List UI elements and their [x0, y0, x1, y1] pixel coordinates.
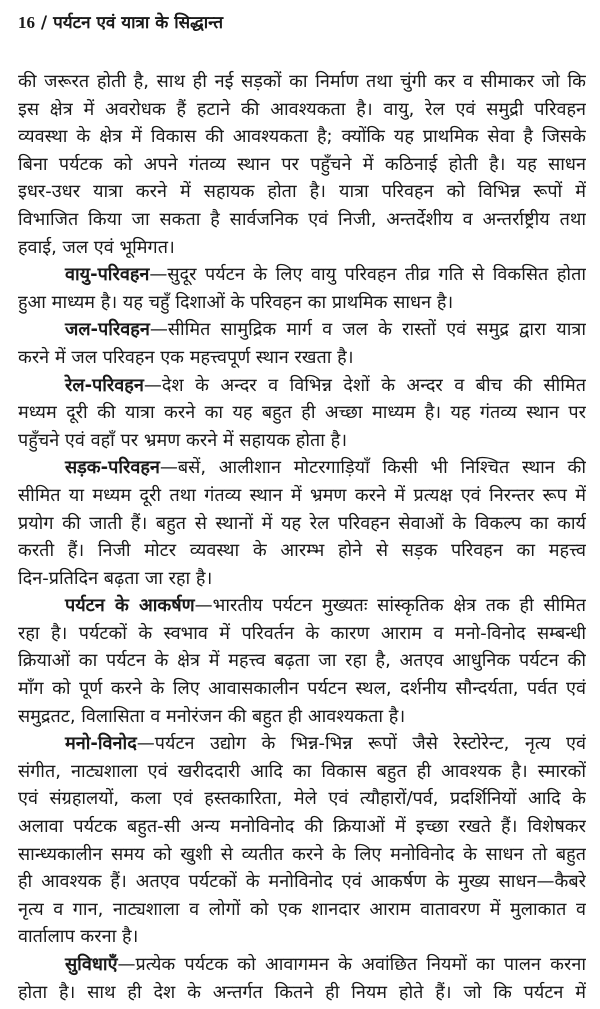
line-text: व्यवस्था के क्षेत्र में विकास की आवश्यकता है; क्योंकि यह प्राथमिक सेवा है जिसके [18, 126, 586, 148]
line-text: नृत्य व गान, नाट्यशाला व लोगों को एक शानदार आराम वातावरण में मुलाकात व [18, 898, 586, 920]
text-line [18, 620, 586, 648]
line-text: होता है। साथ ही देश के अन्तर्गत कितने ही नियम होते हैं। जो कि पर्यटन में [18, 981, 586, 1003]
line-text: मध्यम दूरी की यात्रा करने का यह बहुत ही अच्छा माध्यम है। यह गंतव्य स्थान पर [18, 402, 586, 424]
line-text: सीमित या मध्यम दूरी तथा गंतव्य स्थान में भ्रमण करने में प्रत्यक्ष एवं निरन्तर रूप में [18, 484, 586, 506]
section-heading: रेल-परिवहन [65, 374, 144, 396]
text-line [18, 647, 586, 675]
line-text: करने में जल परिवहन एक महत्त्वपूर्ण स्थान रखता है। [18, 346, 354, 368]
line-text: —देश के अन्दर व विभिन्न देशों के अन्दर व बीच की सीमित [143, 374, 586, 396]
line-text: एवं संग्रहालयों, कला एवं हस्तकारिता, मेले एवं त्यौहारों/पर्व, प्रदर्शिनियों आदि के [18, 788, 586, 810]
line-text: वार्तालाप करना है। [18, 926, 139, 948]
text-line [18, 868, 586, 896]
page-number: 16 [18, 13, 35, 32]
text-line [18, 675, 586, 703]
line-text: —बसें, आलीशान मोटरगाड़ियाँ किसी भी निश्चित स्थान की [159, 457, 586, 479]
line-text: —सुदूर पर्यटन के लिए वायु परिवहन तीव्र गति से विकसित होता [149, 264, 586, 286]
line-text: ही आवश्यक हैं। अतएव पर्यटकों के मनोविनोद एवं आकर्षण के मुख्य साधन—कैबरे [18, 871, 586, 893]
text-line [18, 344, 586, 372]
text-line [18, 372, 586, 400]
line-text: —प्रत्येक पर्यटक को आवागमन के अवांछित नियमों का पालन करना [117, 954, 586, 975]
text-line [18, 151, 586, 179]
text-line [18, 592, 586, 620]
text-line [18, 758, 586, 786]
section-heading: मनो-विनोद [65, 733, 137, 755]
line-text: की जरूरत होती है, साथ ही नई सड़कों का निर्माण तथा चुंगी कर व सीमाकर जो कि [18, 71, 586, 92]
line-text: प्रयोग की जाती हैं। बहुत से स्थानों में यह रेल परिवहन सेवाओं के विकल्प का कार्य [18, 512, 586, 534]
section-heading: पर्यटन के आकर्षण [65, 595, 195, 617]
text-line [18, 565, 586, 593]
text-line [18, 923, 586, 951]
line-text: करती हैं। निजी मोटर व्यवस्था के आरम्भ होने से सड़क परिवहन का महत्त्व [18, 540, 586, 562]
line-text: समुद्रतट, विलासिता व मनोरंजन की बहुत ही आवश्यकता है। [18, 705, 406, 727]
book-title: पर्यटन एवं यात्रा के सिद्धान्त [53, 13, 224, 33]
text-line [18, 68, 586, 96]
line-text: इस क्षेत्र में अवरोधक हैं हटाने की आवश्यकता है। वायु, रेल एवं समुद्री परिवहन [18, 98, 586, 120]
section-heading: वायु-परिवहन [65, 264, 150, 286]
text-line [18, 482, 586, 510]
line-text: अलावा पर्यटक बहुत-सी अन्य मनोविनोद की क्रियाओं में इच्छा रखते हैं। विशेषकर [18, 816, 586, 838]
line-text: हुआ माध्यम है। यह चहुँ दिशाओं के परिवहन का प्राथमिक साधन है। [18, 291, 454, 313]
text-line [18, 399, 586, 427]
text-line [18, 896, 586, 924]
line-text: इधर-उधर यात्रा करने में सहायक होता है। यात्रा परिवहन को विभिन्न रूपों में [18, 181, 586, 203]
text-line [18, 510, 586, 538]
text-line [18, 261, 586, 289]
section-heading: जल-परिवहन [65, 319, 150, 341]
text-line [18, 703, 586, 731]
text-line [18, 427, 586, 455]
text-line [18, 730, 586, 758]
text-line [18, 96, 586, 124]
text-line [18, 454, 586, 482]
text-line [18, 813, 586, 841]
text-line [18, 979, 586, 1007]
line-text: बिना पर्यटक को अपने गंतव्य स्थान पर पहुँचने में कठिनाई होती है। यह साधन [18, 153, 586, 175]
text-line [18, 785, 586, 813]
line-text: —भारतीय पर्यटन मुख्यतः सांस्कृतिक क्षेत्र तक ही सीमित [194, 595, 586, 617]
line-text: रहा है। पर्यटकों के स्वभाव में परिवर्तन के कारण आराम व मनो-विनोद सम्बन्धी [18, 622, 586, 644]
line-text: क्रियाओं का पर्यटन के क्षेत्र में महत्त्व बढ़ता जा रहा है, अतएव आधुनिक पर्यटन की [18, 650, 586, 672]
text-line [18, 316, 586, 344]
section-heading: सड़क-परिवहन [65, 457, 160, 479]
line-text: संगीत, नाट्यशाला एवं खरीददारी आदि का विकास बहुत ही आवश्यक है। स्मारकों [18, 760, 586, 782]
section-heading: सुविधाएँ [65, 954, 118, 975]
page-body-text [18, 68, 586, 1006]
text-line [18, 234, 586, 262]
line-text: माँग को पूर्ण करने के लिए आवासकालीन पर्यटन स्थल, दर्शनीय सौन्दर्यता, पर्वत एवं [18, 678, 586, 700]
text-line [18, 951, 586, 979]
text-line [18, 537, 586, 565]
header-separator: / [40, 13, 48, 33]
text-line [18, 206, 586, 234]
line-text: सान्ध्यकालीन समय को खुशी से व्यतीत करने के लिए मनोविनोद के साधन तो बहुत [18, 843, 586, 865]
running-header [18, 10, 223, 33]
line-text: विभाजित किया जा सकता है सार्वजनिक एवं निजी, अन्तर्देशीय व अन्तर्राष्ट्रीय तथा [18, 208, 586, 230]
text-line [18, 123, 586, 151]
line-text: पहुँचने एवं वहाँ पर भ्रमण करने में सहायक होता है। [18, 429, 348, 451]
line-text: —पर्यटन उद्योग के भिन्न-भिन्न रूपों जैसे रेस्टोरेन्ट, नृत्य एवं [136, 733, 586, 755]
line-text: हवाई, जल एवं भूमिगत। [18, 236, 175, 258]
text-line [18, 178, 586, 206]
text-line [18, 841, 586, 869]
text-line [18, 289, 586, 317]
line-text: —सीमित सामुद्रिक मार्ग व जल के रास्तों एवं समुद्र द्वारा यात्रा [149, 319, 586, 341]
line-text: दिन-प्रतिदिन बढ़ता जा रहा है। [18, 567, 213, 589]
